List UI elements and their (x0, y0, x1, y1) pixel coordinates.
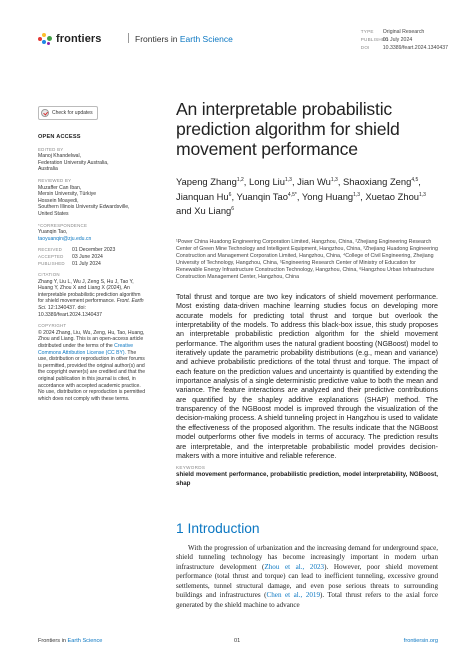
page-number: 01 (234, 638, 241, 644)
reviewed-by-label: REVIEWED BY (38, 177, 72, 183)
keywords-label: KEYWORDS (176, 465, 206, 470)
edited-by: Manoj Khandelwal, Federation University Australia, Australia (38, 153, 109, 173)
author-name[interactable]: Shaoxiang Zeng (343, 176, 412, 187)
cc-license-link[interactable]: Creative Commons Attribution License (CC BY). (38, 343, 134, 356)
author-name[interactable]: Jian Wu (297, 176, 331, 187)
logo-text: frontiers (56, 33, 102, 45)
author-name[interactable]: Yapeng Zhang (176, 176, 237, 187)
abstract: Total thrust and torque are two key indicators of shield movement performance. Most existing data-driven machine learning studies focus on developing more accurate models for predicting total thrust and torque but overlook the interpretability of the models. To address this black-box issue, this study proposes an interpretable probabilistic prediction algorithm for the shield movement performance. The algorithm uses the natural gradient boosting (NGBoost) model to iteratively update the parametric probability distributions (e.g., mean and variance) and achieve probabilistic predictions of the total thrust and torque. The impact of each feature on the prediction values and uncertainty is quantified by extending the importance analysis of a single deterministic predictive value to both the mean and variance. The feature interactions are analyzed and their predictive contributions are quantified by the shapley additive explanations (SHAP) method. The transparency of the NGBoost model is improved through the visualization of the decision-making process. A shield tunneling project in Hangzhou is used to validate the effectiveness of the proposed algorithm. The results indicate that the NGBoost model outperforms other five models in terms of accuracy. The prediction results are interpretable, and the interpretable probabilistic model provides decision-makers with a more intuitive and reliable reference. (176, 293, 438, 460)
check-for-updates-button[interactable]: Check for updates (38, 106, 98, 120)
frontiers-logo[interactable] (38, 32, 102, 46)
footer-site-link[interactable]: frontiersin.org (403, 638, 438, 644)
date-published: PUBLISHED 01 July 2024 (38, 260, 101, 267)
copyright-text: © 2024 Zhang, Liu, Wu, Zeng, Hu, Tao, Huang, Zhou and Liang. This is an open-access article distributed under the terms of the Creative Commons Attribution License (CC BY). The use, distribution or reproduction in other forums is permitted, provided the original author(s) and the copyright owner(s) are credited and that the original publication in this journal is cited, in accordance with accepted academic practice. No use, distribution or reproduction is permitted which does not comply with these terms. (38, 329, 146, 402)
author-affiliation-sup: 4,5* (287, 191, 297, 198)
article-title: An interpretable probabilistic prediction algorithm for shield movement performance (176, 99, 400, 159)
author-affiliation-sup: 1,2 (236, 177, 244, 183)
edited-by-label: EDITED BY (38, 146, 64, 152)
correspondence-name: Yuanqin Tao, (38, 229, 68, 236)
author-affiliation-sup: 4,5 (411, 177, 419, 183)
header-divider (128, 33, 129, 43)
page-header (38, 28, 448, 54)
meta-doi[interactable]: DOI 10.3389/feart.2024.1340437 (360, 45, 448, 51)
citation-link-zhou[interactable]: Zhou et al., 2023 (264, 562, 325, 571)
author-name[interactable]: Xuetao Zhou (365, 190, 419, 202)
author-affiliation-sup: 1,3 (284, 177, 292, 183)
copyright-label: COPYRIGHT (38, 323, 67, 329)
correspondence-label: *CORRESPONDENCE (38, 222, 88, 228)
date-received: RECEIVED 01 December 2023 (38, 247, 116, 254)
author-name[interactable]: Yuanqin Tao (236, 190, 288, 202)
citation-label: CITATION (38, 272, 60, 278)
author-name[interactable]: Jianquan Hu (176, 190, 229, 202)
section-heading-introduction: 1 Introduction (176, 521, 260, 536)
author-affiliation-sup: 1,3 (330, 177, 338, 183)
keywords (176, 464, 438, 488)
meta-type: TYPE Original Research (360, 29, 425, 35)
author-name[interactable]: Long Liu (249, 176, 285, 187)
author-name[interactable]: Xu Liang (194, 205, 232, 216)
article-meta (361, 28, 448, 52)
introduction-paragraph: With the progression of urbanization and the increasing demand for underground space, shield tunneling technology has become increasingly important in modern urban infrastructure development (Zhou et al., 2023). However, poor shield movement performance (total thrust and torque) can lead to inefficient tunneling, excessive ground settlements, tunnel structural damage, and even pose serious threats to surrounding buildings and infrastructures (Chen et al., 2019). Total thrust refers to the axial force generated by the shield machine to advance (176, 544, 438, 609)
keywords-list: shield movement performance, probabilistic prediction, model interpretability, NGBoost, shap (176, 471, 438, 487)
date-accepted: ACCEPTED 03 June 2024 (38, 253, 103, 260)
dates-block (38, 247, 146, 267)
check-updates-icon (41, 109, 49, 117)
author-list: Yapeng Zhang$^{1,2}$, Long Liu$^{1,3}$, Jian Wu$^{1,3}$, Shaoxiang Zeng$^{4,5}$, Jianquan Hu$^6$, Yuanqin Tao$^{4,5*}$, Yong Huang$^{1,3}$, Xuetao Zhou$^{1,3}$ and Xu Liang$^6$ (176, 176, 426, 216)
frontiers-logo-icon (38, 32, 52, 46)
footer-journal: Frontiers in Earth Science (38, 638, 103, 644)
author-affiliation-sup: 6 (228, 191, 232, 198)
open-access-label: OPEN ACCESS (38, 134, 81, 140)
citation-link-chen[interactable]: Chen et al., 2019 (266, 591, 321, 600)
correspondence-email[interactable]: taoyuanqin@zju.edu.cn (38, 235, 92, 242)
affiliations: ¹Power China Huadong Engineering Corporation Limited, Hangzhou, China, ²Zhejiang Engineering Research Center of Green Mine Technology and Intelligent Equipment, Hangzhou, China, ³Zhejiang Huadong Engineering Construction and Management Corporation Limited, Hangzhou, China, ⁴College of Civil Engineering, Zhejiang University of Technology, Hangzhou, China, ⁵Engineering Research Center of Ministry of Education for Renewable Energy Infrastructure Construction Technology, Hangzhou, China, ⁶Hangzhou Urban Infrastructure Construction Management Center, Hangzhou, China (176, 239, 438, 281)
article-sidebar (38, 106, 146, 402)
author-affiliation-sup: 1,3 (419, 191, 426, 198)
author-affiliation-sup: 1,3 (353, 191, 361, 198)
author-name[interactable]: Yong Huang (301, 190, 354, 202)
meta-published: PUBLISHED01 July 2024 (360, 37, 413, 43)
reviewed-by: Muzaffer Can Iban, Mersin University, Türkiye Hossein Moayedi, Southern Illinois University Edwardsville, United States (38, 184, 130, 217)
journal-name[interactable]: Frontiers in Earth Science (128, 33, 233, 44)
citation-text: Zhang Y, Liu L, Wu J, Zeng S, Hu J, Tao Y, Huang Y, Zhou X and Liang X (2024), An interpretable probabilistic prediction algorithm for shield movement performance. Front. Earth Sci. 12:1340437. doi: 10.3389/feart.2024.1340437 (38, 278, 144, 318)
author-affiliation-sup: 6 (231, 206, 235, 212)
